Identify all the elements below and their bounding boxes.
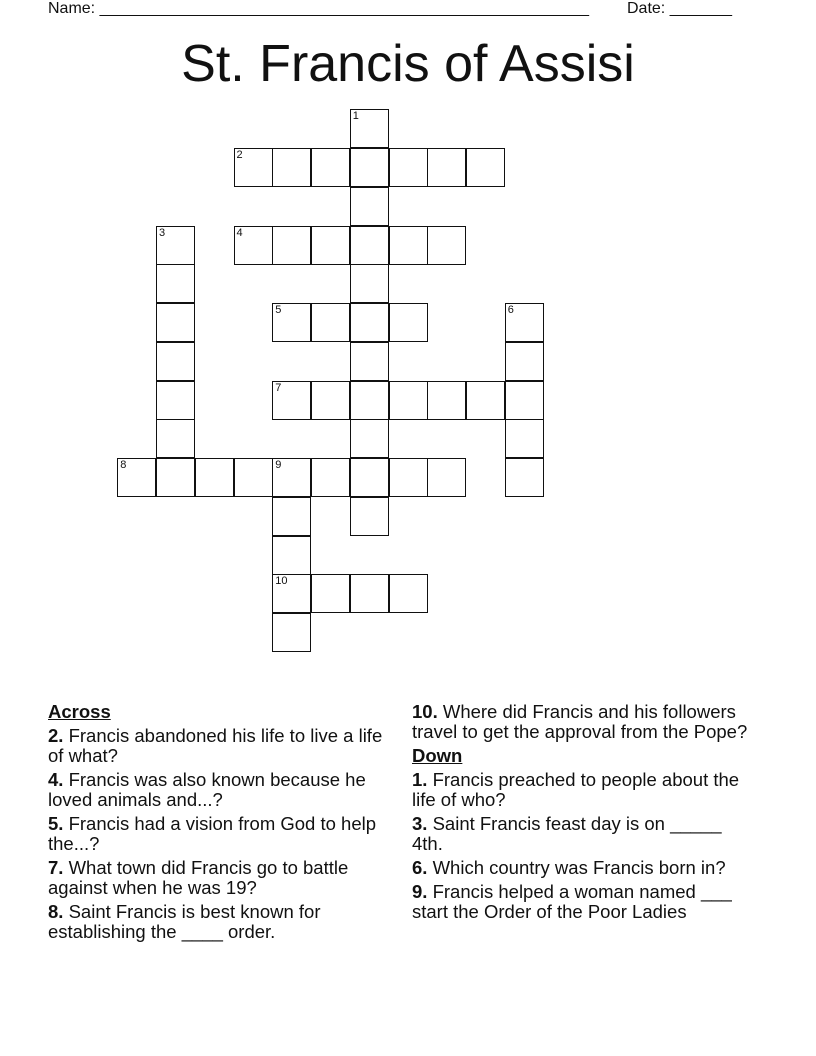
clue-number: 2 [236,149,243,161]
clue-number: 9 [275,459,282,471]
crossword-cell[interactable] [311,303,350,342]
clue-number: 5 [275,304,282,316]
crossword-cell[interactable] [350,303,389,342]
crossword-cell[interactable] [272,381,311,420]
down-clue: 1. Francis preached to people about the life of who? [412,769,740,810]
page-title: St. Francis of Assisi [181,35,635,93]
clue-number: 6 [507,304,514,316]
crossword-cell[interactable] [466,148,505,187]
clue-number: 8 [120,459,127,471]
crossword-cell[interactable] [427,458,466,497]
down-clue: 9. Francis helped a woman named ___ start the Order of the Poor Ladies [412,881,732,922]
clue-number: 4 [236,226,243,239]
crossword-cell[interactable] [350,419,389,458]
crossword-cell[interactable] [427,381,466,420]
crossword-cell[interactable] [234,226,273,265]
crossword-cell[interactable] [234,148,273,187]
crossword-cell[interactable] [117,458,156,497]
down-clue: 6. Which country was Francis born in? [412,857,726,878]
down-clue: 3. Saint Francis feast day is on _____ 4th. [412,813,722,854]
crossword-cell[interactable] [311,458,350,497]
crossword-cell[interactable] [156,226,195,265]
crossword-cell[interactable] [156,303,195,342]
across-clue: 8. Saint Francis is best known for establishing the ____ order. [48,901,321,942]
crossword-cell[interactable] [156,381,195,420]
crossword-cell[interactable] [272,497,311,536]
crossword-cell[interactable] [350,109,389,148]
crossword-cell[interactable] [427,148,466,187]
clues-column-right [412,702,752,922]
crossword-cell[interactable] [311,574,350,613]
clue-number: 10 [275,575,288,588]
crossword-cell[interactable] [505,458,544,497]
down-heading: Down [412,745,463,766]
across-heading: Across [48,701,111,722]
crossword-cell[interactable] [350,264,389,303]
clues-column-left [48,702,388,942]
crossword-cell[interactable] [272,613,311,652]
crossword-cell[interactable] [156,342,195,381]
name-blank: _______________________________________________________ [99,0,589,17]
crossword-cell[interactable] [427,226,466,265]
crossword-cell[interactable] [272,458,311,497]
clue-number: 1 [352,110,359,123]
crossword-cell[interactable] [156,264,195,303]
crossword-cell[interactable] [350,342,389,381]
crossword-cell[interactable] [350,574,389,613]
crossword-cell[interactable] [389,458,428,497]
crossword-cell[interactable] [350,458,389,497]
crossword-cell[interactable] [311,381,350,420]
crossword-cell[interactable] [389,303,428,342]
date-blank: _______ [669,0,732,17]
crossword-cell[interactable] [156,458,195,497]
date-label: Date: [627,0,666,17]
crossword-cell[interactable] [234,458,273,497]
crossword-cell[interactable] [350,187,389,226]
crossword-cell[interactable] [389,574,428,613]
across-clue: 5. Francis had a vision from God to help the...? [48,813,377,854]
crossword-cell[interactable] [505,381,544,420]
crossword-cell[interactable] [272,148,311,187]
across-clue: 7. What town did Francis go to battle against when he was 19? [48,857,349,898]
crossword-cell[interactable] [156,419,195,458]
crossword-cell[interactable] [350,381,389,420]
across-clue: 4. Francis was also known because he loved animals and...? [48,769,366,810]
crossword-cell[interactable] [272,536,311,575]
crossword-cell[interactable] [272,574,311,613]
crossword-cell[interactable] [272,303,311,342]
crossword-cell[interactable] [466,381,505,420]
crossword-cell[interactable] [389,148,428,187]
crossword-cell[interactable] [272,226,311,265]
name-label: Name: [48,0,96,17]
crossword-cell[interactable] [350,497,389,536]
crossword-cell[interactable] [389,226,428,265]
crossword-cell[interactable] [350,148,389,187]
crossword-cell[interactable] [505,303,544,342]
crossword-cell[interactable] [505,419,544,458]
crossword-cell[interactable] [389,381,428,420]
clue-number: 7 [275,381,282,394]
crossword-cell[interactable] [505,342,544,381]
across-clue: 2. Francis abandoned his life to live a life of what? [48,725,383,766]
crossword-cell[interactable] [350,226,389,265]
crossword-cell[interactable] [311,148,350,187]
crossword-cell[interactable] [311,226,350,265]
clue-number: 3 [159,226,166,239]
crossword-cell[interactable] [195,458,234,497]
across-clue: 10. Where did Francis and his followers travel to get the approval from the Pope? [412,701,748,742]
